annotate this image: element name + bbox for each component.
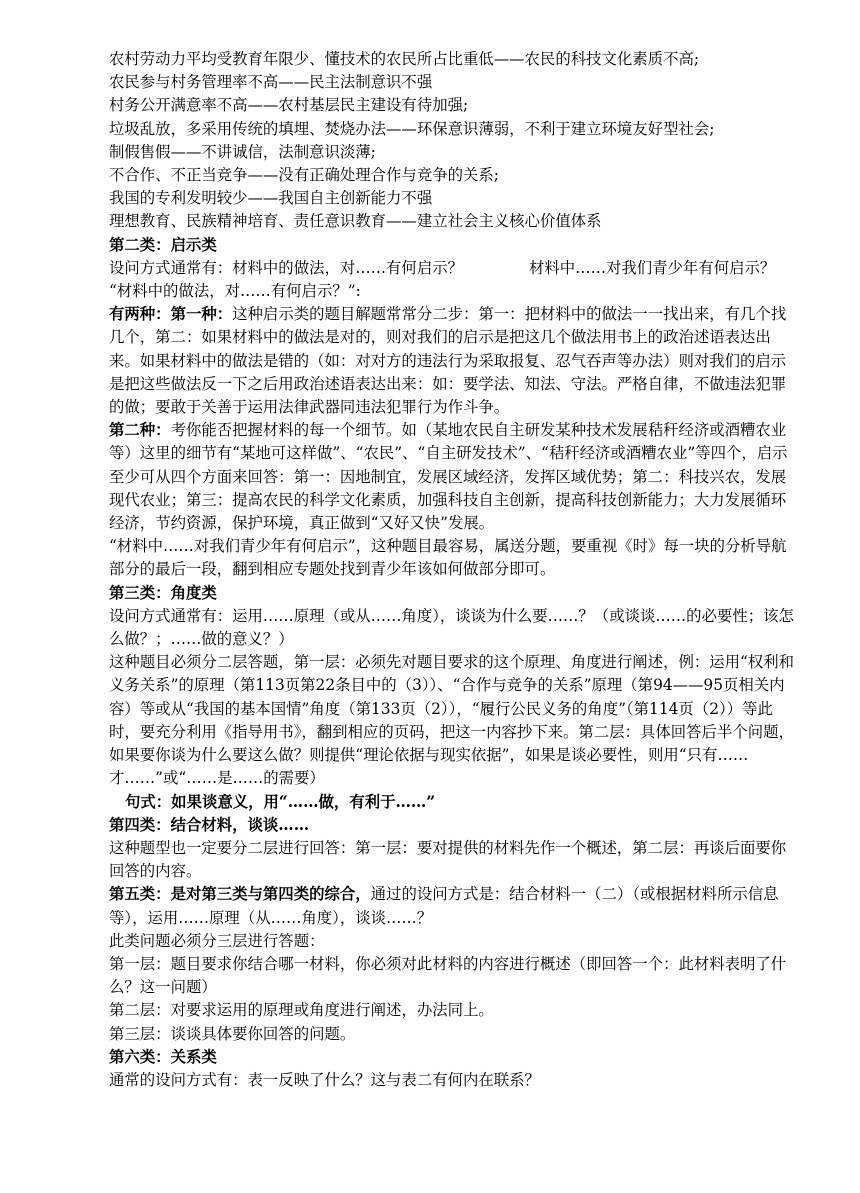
section-heading-4: 第四类：结合材料，谈谈…… — [109, 815, 310, 834]
paragraph — [109, 419, 799, 535]
bold-lead: 第五类：是对第三类与第四类的综合， — [109, 885, 371, 904]
text-line: 我国的专利发明较少——我国自主创新能力不强 — [109, 189, 433, 208]
paragraph: 设问方式通常有：运用……原理（或从……角度），谈谈为什么要……？（或谈谈……的必要性；该怎么做？；……做的意义？） — [109, 606, 794, 649]
text-line: 农村劳动力平均受教育年限少、懂技术的农民所占比重低——农民的科技文化素质不高; — [109, 50, 700, 68]
text-line: 垃圾乱放，多采用传统的填埋、焚烧办法——环保意识薄弱，不利于建立环境友好型社会; — [109, 119, 715, 138]
text-line: 村务公开满意率不高——农村基层民主建设有待加强; — [109, 96, 469, 115]
paragraph: 第二层：对要求运用的原理或角度进行阐述，办法同上。 — [109, 1001, 494, 1020]
text-line: 不合作、不正当竞争——没有正确处理合作与竞争的关系; — [109, 166, 499, 185]
document-page — [109, 48, 799, 1092]
bold-lead: 第二种： — [109, 421, 171, 440]
sentence-pattern: 句式：如果谈意义，用“……做，有利于……” — [125, 792, 436, 811]
bold-lead: 有两种：第一种： — [109, 305, 233, 324]
paragraph: 这种题型也一定要分二层进行回答：第一层：要对提供的材料先作一个概述，第二层：再谈后面要你回答的内容。 — [109, 838, 787, 881]
section-heading-2: 第二类：启示类 — [109, 235, 217, 254]
question-pattern-quote: “材料中的做法，对……有何启示？”: — [109, 282, 361, 301]
question-pattern-right: 材料中……对我们青少年有何启示？ — [529, 258, 776, 277]
text-line: 农民参与村务管理率不高——民主法制意识不强 — [109, 73, 433, 92]
section-heading-5 — [109, 883, 799, 929]
section-heading-6: 第六类：关系类 — [109, 1047, 217, 1066]
text-line: 制假售假——不讲诚信，法制意识淡薄; — [109, 142, 376, 161]
paragraph: “材料中……对我们青少年有何启示”，这种题目最容易，属送分题，要重视《时》每一块的分析导航部分的最后一段，翻到相应专题处找到青少年该如何做部分即可。 — [109, 537, 787, 579]
paragraph — [109, 303, 799, 419]
section-heading-3: 第三类：角度类 — [109, 583, 217, 602]
paragraph: 第一层：题目要求你结合哪一材料，你必须对此材料的内容进行概述（即回答一个：此材料表明了什么？这一问题） — [109, 954, 787, 997]
paragraph: 这种题目必须分二层答题，第一层：必须先对题目要求的这个原理、角度进行阐述，例：运用“权利和义务关系”的原理（第113页第22条目中的（3））、“合作与竞争的关系”原理（第94——95页相关内容）等或从“我国的基本国情”角度（第133页（2）），“履行公民义务的角度”（第114页（2））等此时，要充分利用《指导用书》，翻到相应的页码，把这一内容抄下来。第二层：具体回答后半个问题，如果要你谈为什么要这么做？则提供“理论依据与现实依据”，如果是谈必要性，则用“只有……才……”或“……是……的需要） — [109, 653, 795, 788]
paragraph-text: 通过的设问方式是：结合材料一（二）（或根据材料所示信息等），运用……原理（从……角度），谈谈……？ — [109, 885, 779, 927]
question-pattern-left: 设问方式通常有：材料中的做法，对……有何启示？ — [109, 258, 463, 277]
text-line: 理想教育、民族精神培育、责任意识教育——建立社会主义核心价值体系 — [109, 212, 602, 231]
question-pattern-line — [109, 257, 799, 280]
paragraph-text: 考你能否把握材料的每一个细节。如（某地农民自主研发某种技术发展秸秆经济或酒糟农业等）这里的细节有“某地可这样做”、“农民”、“自主研发技术”、“秸秆经济或酒糟农业”等四个，启示至少可从四个方面来回答：第一：因地制宜，发展区域经济，发挥区域优势；第二：科技兴农，发展现代农业；第三：提高农民的科学文化素质，加强科技自主创新，提高科技创新能力；大力发展循环经济，节约资源，保护环境，真正做到“又好又快”发展。 — [109, 421, 788, 533]
paragraph: 第三层：谈谈具体要你回答的问题。 — [109, 1024, 356, 1043]
paragraph: 通常的设问方式有：表一反映了什么？这与表二有何内在联系？ — [109, 1070, 540, 1089]
paragraph-text: 这种启示类的题目解题常常分二步：第一：把材料中的做法一一找出来，有几个找几个，第二：如果材料中的做法是对的，则对我们的启示是把这几个做法用书上的政治述语表达出来。如果材料中的做法是错的（如：对对方的违法行为采取报复、忍气吞声等办法）则对我们的启示是把这些做法反一下之后用政治述语表达出来：如：要学法、知法、守法。严格自律，不做违法犯罪的做；要敢于关善于运用法律武器同违法犯罪行为作斗争。 — [109, 305, 787, 417]
paragraph: 此类问题必须分三层进行答题： — [109, 931, 325, 950]
